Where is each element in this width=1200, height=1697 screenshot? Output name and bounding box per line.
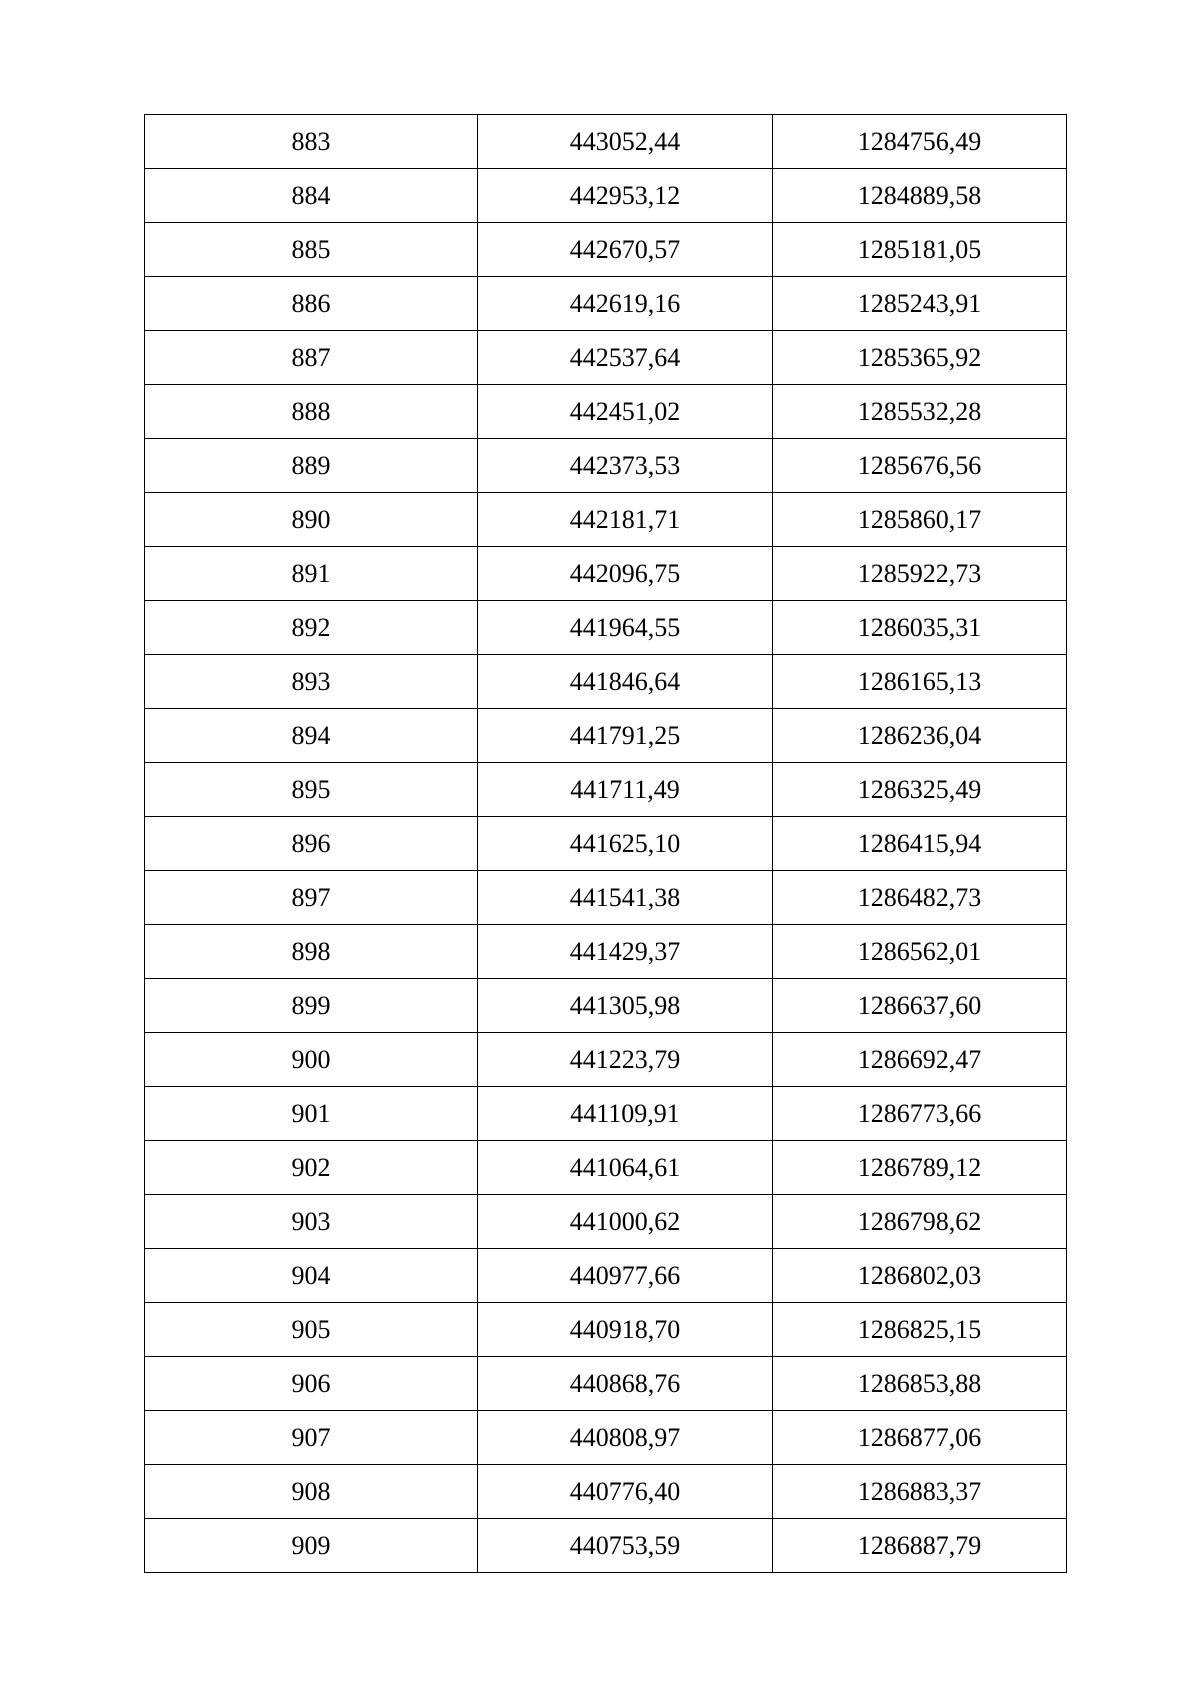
x-coordinate-cell: 442096,75	[478, 547, 773, 601]
y-coordinate-cell: 1286637,60	[773, 979, 1067, 1033]
x-coordinate-cell: 440753,59	[478, 1519, 773, 1573]
point-number-cell: 887	[145, 331, 478, 385]
table-row	[145, 763, 1067, 817]
y-coordinate-cell: 1285181,05	[773, 223, 1067, 277]
x-coordinate-cell: 441846,64	[478, 655, 773, 709]
table-row	[145, 709, 1067, 763]
y-coordinate-cell: 1286887,79	[773, 1519, 1067, 1573]
x-coordinate-cell: 442953,12	[478, 169, 773, 223]
x-coordinate-cell: 442373,53	[478, 439, 773, 493]
y-coordinate-cell: 1286165,13	[773, 655, 1067, 709]
y-coordinate-cell: 1286802,03	[773, 1249, 1067, 1303]
point-number-cell: 883	[145, 115, 478, 169]
x-coordinate-cell: 442537,64	[478, 331, 773, 385]
y-coordinate-cell: 1286562,01	[773, 925, 1067, 979]
y-coordinate-cell: 1285365,92	[773, 331, 1067, 385]
x-coordinate-cell: 442619,16	[478, 277, 773, 331]
table-row	[145, 655, 1067, 709]
x-coordinate-cell: 440776,40	[478, 1465, 773, 1519]
x-coordinate-cell: 441223,79	[478, 1033, 773, 1087]
point-number-cell: 907	[145, 1411, 478, 1465]
table-row	[145, 493, 1067, 547]
y-coordinate-cell: 1286883,37	[773, 1465, 1067, 1519]
point-number-cell: 909	[145, 1519, 478, 1573]
y-coordinate-cell: 1284889,58	[773, 169, 1067, 223]
table-row	[145, 1195, 1067, 1249]
table-row	[145, 1249, 1067, 1303]
table-row	[145, 979, 1067, 1033]
point-number-cell: 894	[145, 709, 478, 763]
table-row	[145, 1519, 1067, 1573]
x-coordinate-cell: 442670,57	[478, 223, 773, 277]
x-coordinate-cell: 441109,91	[478, 1087, 773, 1141]
y-coordinate-cell: 1285676,56	[773, 439, 1067, 493]
x-coordinate-cell: 441429,37	[478, 925, 773, 979]
x-coordinate-cell: 441711,49	[478, 763, 773, 817]
x-coordinate-cell: 440977,66	[478, 1249, 773, 1303]
y-coordinate-cell: 1285860,17	[773, 493, 1067, 547]
point-number-cell: 902	[145, 1141, 478, 1195]
table-row	[145, 1357, 1067, 1411]
y-coordinate-cell: 1286236,04	[773, 709, 1067, 763]
point-number-cell: 906	[145, 1357, 478, 1411]
x-coordinate-cell: 442451,02	[478, 385, 773, 439]
x-coordinate-cell: 441541,38	[478, 871, 773, 925]
coordinates-table	[144, 114, 1067, 1573]
table-row	[145, 277, 1067, 331]
point-number-cell: 904	[145, 1249, 478, 1303]
table-row	[145, 115, 1067, 169]
table-row	[145, 223, 1067, 277]
x-coordinate-cell: 440808,97	[478, 1411, 773, 1465]
table-row	[145, 1303, 1067, 1357]
table-row	[145, 1033, 1067, 1087]
y-coordinate-cell: 1286415,94	[773, 817, 1067, 871]
point-number-cell: 891	[145, 547, 478, 601]
x-coordinate-cell: 440868,76	[478, 1357, 773, 1411]
point-number-cell: 898	[145, 925, 478, 979]
coordinates-table-body	[145, 115, 1067, 1573]
x-coordinate-cell: 442181,71	[478, 493, 773, 547]
point-number-cell: 899	[145, 979, 478, 1033]
table-row	[145, 331, 1067, 385]
x-coordinate-cell: 441625,10	[478, 817, 773, 871]
point-number-cell: 889	[145, 439, 478, 493]
y-coordinate-cell: 1286482,73	[773, 871, 1067, 925]
table-row	[145, 817, 1067, 871]
point-number-cell: 903	[145, 1195, 478, 1249]
x-coordinate-cell: 443052,44	[478, 115, 773, 169]
point-number-cell: 890	[145, 493, 478, 547]
y-coordinate-cell: 1285243,91	[773, 277, 1067, 331]
table-row	[145, 1087, 1067, 1141]
table-row	[145, 385, 1067, 439]
point-number-cell: 901	[145, 1087, 478, 1141]
point-number-cell: 905	[145, 1303, 478, 1357]
y-coordinate-cell: 1286325,49	[773, 763, 1067, 817]
x-coordinate-cell: 441000,62	[478, 1195, 773, 1249]
y-coordinate-cell: 1286825,15	[773, 1303, 1067, 1357]
point-number-cell: 895	[145, 763, 478, 817]
x-coordinate-cell: 441964,55	[478, 601, 773, 655]
y-coordinate-cell: 1285922,73	[773, 547, 1067, 601]
point-number-cell: 893	[145, 655, 478, 709]
table-row	[145, 871, 1067, 925]
y-coordinate-cell: 1286877,06	[773, 1411, 1067, 1465]
point-number-cell: 900	[145, 1033, 478, 1087]
y-coordinate-cell: 1285532,28	[773, 385, 1067, 439]
point-number-cell: 896	[145, 817, 478, 871]
y-coordinate-cell: 1286773,66	[773, 1087, 1067, 1141]
table-row	[145, 1141, 1067, 1195]
x-coordinate-cell: 441305,98	[478, 979, 773, 1033]
x-coordinate-cell: 441791,25	[478, 709, 773, 763]
y-coordinate-cell: 1286035,31	[773, 601, 1067, 655]
point-number-cell: 886	[145, 277, 478, 331]
y-coordinate-cell: 1286692,47	[773, 1033, 1067, 1087]
table-row	[145, 1411, 1067, 1465]
y-coordinate-cell: 1286853,88	[773, 1357, 1067, 1411]
y-coordinate-cell: 1284756,49	[773, 115, 1067, 169]
table-row	[145, 439, 1067, 493]
x-coordinate-cell: 440918,70	[478, 1303, 773, 1357]
table-row	[145, 1465, 1067, 1519]
y-coordinate-cell: 1286789,12	[773, 1141, 1067, 1195]
table-row	[145, 925, 1067, 979]
x-coordinate-cell: 441064,61	[478, 1141, 773, 1195]
table-row	[145, 169, 1067, 223]
table-row	[145, 547, 1067, 601]
point-number-cell: 897	[145, 871, 478, 925]
y-coordinate-cell: 1286798,62	[773, 1195, 1067, 1249]
point-number-cell: 908	[145, 1465, 478, 1519]
point-number-cell: 885	[145, 223, 478, 277]
point-number-cell: 884	[145, 169, 478, 223]
table-row	[145, 601, 1067, 655]
point-number-cell: 892	[145, 601, 478, 655]
point-number-cell: 888	[145, 385, 478, 439]
